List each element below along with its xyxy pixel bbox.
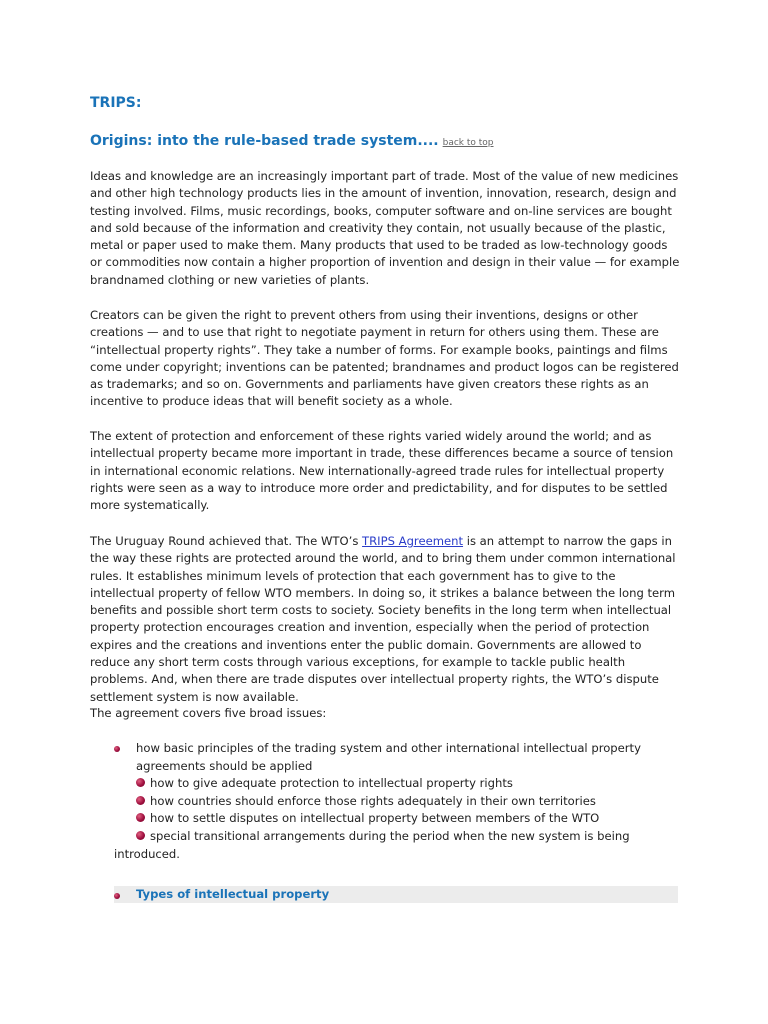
paragraph-protection-extent: The extent of protection and enforcement of these rights varied widely around the world; and as intellectual property became more important in trade, these differences became a source of tension in international economic relations. New internationally-agreed trade rules for intellectual property rights were seen as a way to introduce more order and predictability, and for disputes to be settled more systematically.	[90, 429, 674, 513]
origins-heading-text: Origins: into the rule-based trade system....	[90, 133, 439, 149]
issue-text: how to settle disputes on intellectual property between members of the WTO	[150, 811, 600, 826]
issue-text: special transitional arrangements during the period when the new system is being	[150, 828, 630, 843]
bullet-icon	[136, 813, 145, 822]
issues-list	[114, 740, 674, 863]
paragraph-ideas-knowledge: Ideas and knowledge are an increasingly important part of trade. Most of the value of new medicines and other high technology products lies in the amount of invention, innovation, research, design and testing involved. Films, music recordings, books, computer software and on-line services are bought and sold because of the information and creativity they contain, not usually because of the plastic, metal or paper used to make them. Many products that used to be traded as low-technology goods or commodities now contain a higher proportion of invention and design in their value — for example brandnamed clothing or new varieties of plants.	[90, 169, 680, 287]
origins-heading	[90, 133, 494, 149]
bullet-icon	[136, 778, 145, 787]
issue-text: how basic principles of the trading system and other international intellectual property agreements should be applied	[136, 741, 641, 773]
issue-item-transitional-continued: introduced.	[114, 846, 180, 861]
bullet-icon	[136, 796, 145, 805]
trips-agreement-link[interactable]: TRIPS Agreement	[362, 534, 464, 548]
trips-heading: TRIPS:	[90, 95, 142, 111]
bullet-icon	[114, 893, 120, 899]
issue-item-principles	[114, 740, 674, 775]
issue-item-enforcement	[114, 793, 674, 811]
types-of-ip-section	[114, 886, 678, 903]
issue-item-disputes	[114, 810, 674, 828]
issue-item-protection	[114, 775, 674, 793]
bullet-icon	[136, 831, 145, 840]
paragraph-creators-rights: Creators can be given the right to prevent others from using their inventions, designs or other creations — and to use that right to negotiate payment in return for others using them. These are “intellectual property rights”. They take a number of forms. For example books, paintings and films come under copyright; inventions can be patented; brandnames and product logos can be registered as trademarks; and so on. Governments and parliaments have given creators these rights as an incentive to produce ideas that will benefit society as a whole.	[90, 308, 679, 409]
paragraph-uruguay-text-after: is an attempt to narrow the gaps in the way these rights are protected around the world, and to bring them under common international rules. It establishes minimum levels of protection that each government has to give to the intellectual property of fellow WTO members. In doing so, it strikes a balance between the long term benefits and possible short term costs to society. Society benefits in the long term when intellectual property protection encourages creation and invention, especially when the period of protection expires and the creations and inventions enter the public domain. Governments are allowed to reduce any short term costs through various exceptions, for example to tackle public health problems. And, when there are trade disputes over intellectual property rights, the WTO’s dispute settlement system is now available.	[90, 534, 676, 704]
paragraph-uruguay-round	[90, 533, 682, 706]
issue-text: how to give adequate protection to intellectual property rights	[150, 776, 513, 791]
paragraph-uruguay-text-before: The Uruguay Round achieved that. The WTO’s	[90, 534, 363, 548]
back-to-top-link[interactable]: back to top	[442, 138, 494, 148]
paragraph-five-issues-intro: The agreement covers five broad issues:	[90, 706, 327, 720]
issue-item-transitional	[114, 828, 674, 846]
types-of-ip-link[interactable]: Types of intellectual property	[136, 887, 330, 901]
bullet-icon	[114, 746, 120, 752]
issue-text: how countries should enforce those rights adequately in their own territories	[150, 793, 596, 808]
